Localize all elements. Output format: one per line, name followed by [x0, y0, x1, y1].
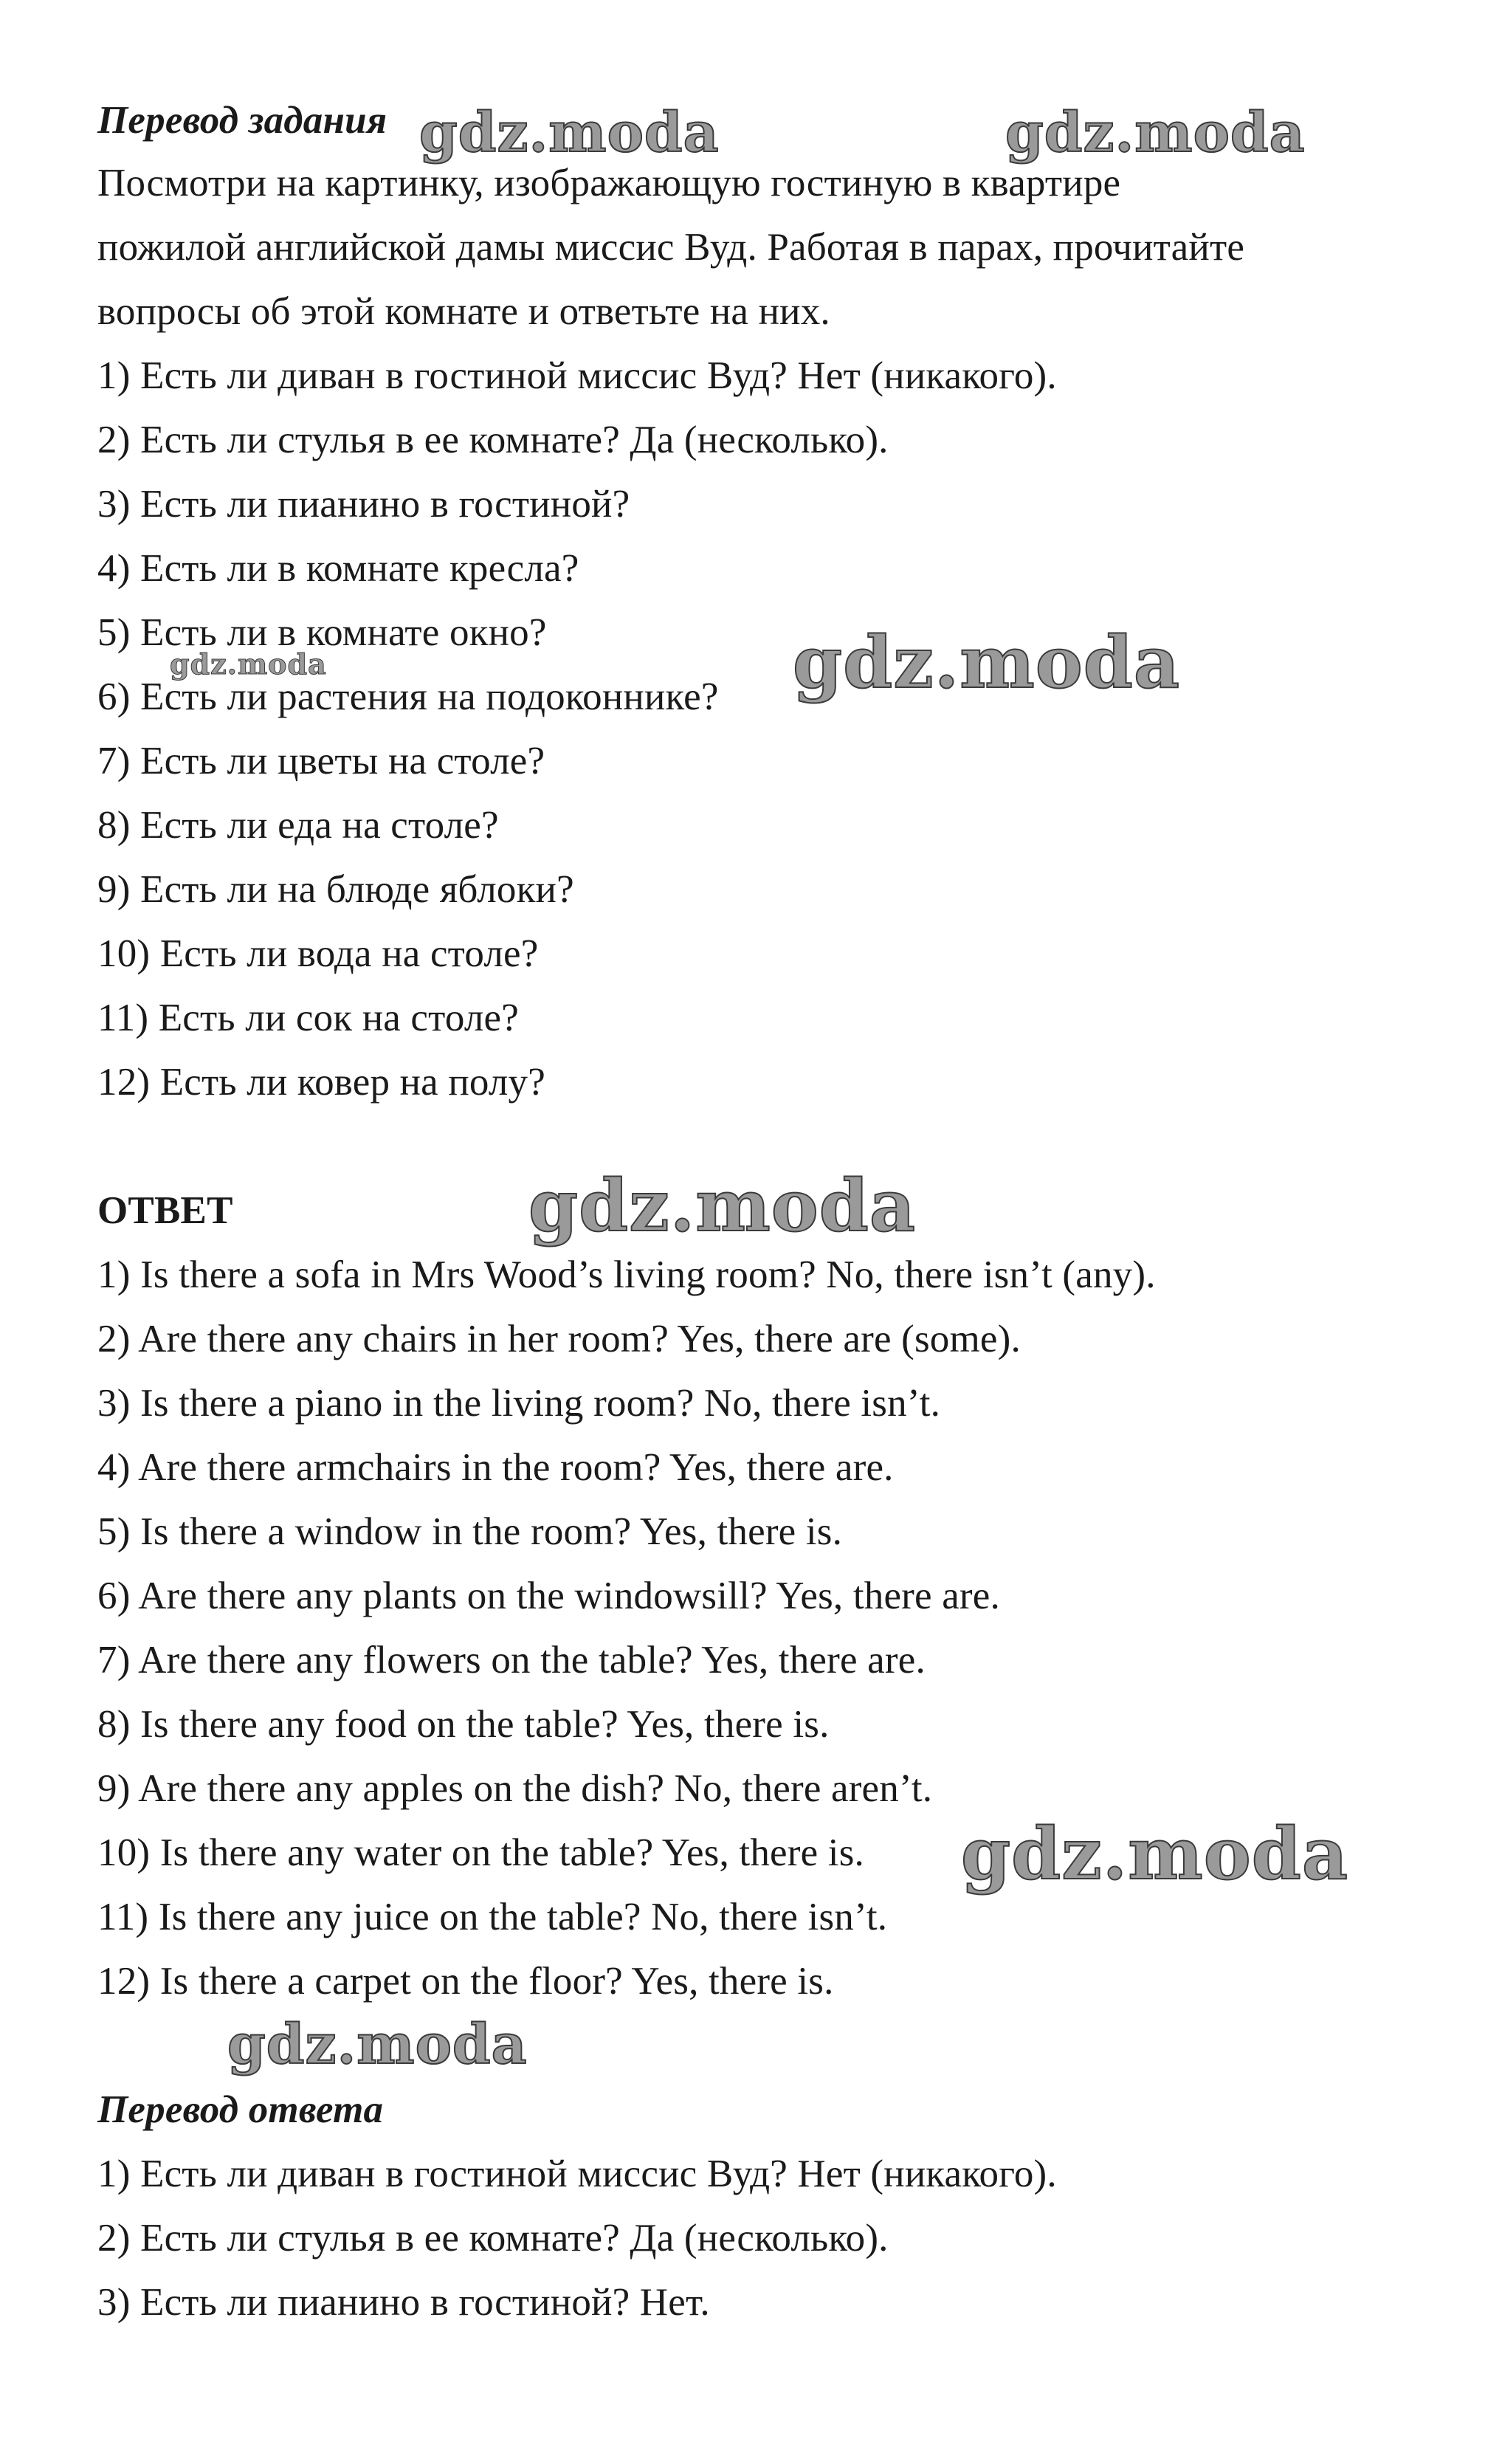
- watermark-logo: gdz.moda: [170, 647, 327, 681]
- answer-heading: ОТВЕТ: [97, 1189, 233, 1232]
- translation-line: 3) Есть ли пианино в гостиной? Нет.: [97, 2281, 710, 2324]
- answer-line: 1) Is there a sofa in Mrs Wood’s living room? No, there isn’t (any).: [97, 1253, 1156, 1296]
- task-question: 9) Есть ли на блюде яблоки?: [97, 868, 574, 911]
- watermark-logo: gdz.moda: [528, 1164, 917, 1248]
- watermark-logo: gdz.moda: [419, 101, 720, 165]
- task-question: 8) Есть ли еда на столе?: [97, 804, 499, 847]
- translation-line: 1) Есть ли диван в гостиной миссис Вуд? Нет (никакого).: [97, 2152, 1057, 2195]
- task-heading: Перевод задания: [97, 99, 387, 142]
- task-question: 11) Есть ли сок на столе?: [97, 997, 519, 1039]
- task-intro-line-3: вопросы об этой комнате и ответьте на них.: [97, 290, 830, 333]
- watermark-logo: gdz.moda: [793, 621, 1181, 704]
- task-question: 4) Есть ли в комнате кресла?: [97, 547, 579, 590]
- answer-line: 3) Is there a piano in the living room? No, there isn’t.: [97, 1382, 941, 1425]
- answer-line: 10) Is there any water on the table? Yes, there is.: [97, 1831, 864, 1874]
- task-question: 1) Есть ли диван в гостиной миссис Вуд? Нет (никакого).: [97, 354, 1057, 397]
- task-question: 7) Есть ли цветы на столе?: [97, 740, 545, 782]
- answer-line: 4) Are there armchairs in the room? Yes, there are.: [97, 1446, 894, 1489]
- answer-line: 8) Is there any food on the table? Yes, there is.: [97, 1703, 830, 1746]
- watermark-logo: gdz.moda: [1005, 101, 1306, 165]
- answer-line: 12) Is there a carpet on the floor? Yes, there is.: [97, 1960, 834, 2003]
- answer-line: 11) Is there any juice on the table? No, there isn’t.: [97, 1896, 888, 1938]
- task-question: 12) Есть ли ковер на полу?: [97, 1061, 545, 1104]
- watermark-logo: gdz.moda: [961, 1812, 1349, 1896]
- task-intro-line-1: Посмотри на картинку, изображающую гостиную в квартире: [97, 162, 1121, 204]
- watermark-logo: gdz.moda: [227, 2013, 528, 2076]
- answer-line: 5) Is there a window in the room? Yes, there is.: [97, 1510, 843, 1553]
- answer-line: 6) Are there any plants on the windowsill? Yes, there are.: [97, 1575, 1000, 1617]
- task-question: 6) Есть ли растения на подоконнике?: [97, 675, 719, 718]
- translation-heading: Перевод ответа: [97, 2088, 384, 2131]
- task-question: 3) Есть ли пианино в гостиной?: [97, 483, 630, 526]
- answer-line: 9) Are there any apples on the dish? No, there aren’t.: [97, 1767, 933, 1810]
- task-question: 2) Есть ли стулья в ее комнате? Да (несколько).: [97, 419, 889, 461]
- task-question: 5) Есть ли в комнате окно?: [97, 611, 547, 654]
- answer-line: 2) Are there any chairs in her room? Yes, there are (some).: [97, 1318, 1021, 1360]
- task-question: 10) Есть ли вода на столе?: [97, 932, 539, 975]
- translation-line: 2) Есть ли стулья в ее комнате? Да (несколько).: [97, 2217, 889, 2260]
- answer-line: 7) Are there any flowers on the table? Yes, there are.: [97, 1639, 926, 1682]
- task-intro-line-2: пожилой английской дамы миссис Вуд. Работая в парах, прочитайте: [97, 226, 1245, 269]
